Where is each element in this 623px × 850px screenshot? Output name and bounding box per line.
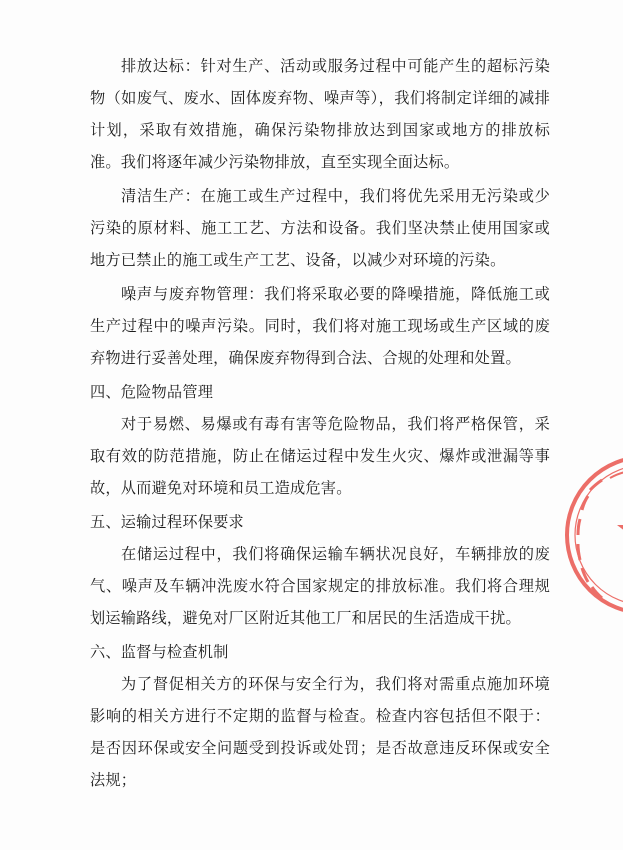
paragraph-noise-waste: 噪声与废弃物管理：我们将采取必要的降噪措施，降低施工或生产过程中的噪声污染。同时，我们将对施工现场或生产区域的废弃物进行妥善处理，确保废弃物得到合法、合规的处理和处置。 <box>90 285 550 367</box>
paragraph-supervision-inspection: 为了督促相关方的环保与安全行为，我们将对需重点施加环境影响的相关方进行不定期的监督与检查。检查内容包括但不限于：是否因环保或安全问题受到投诉或处罚；是否故意违反环保或安全法规； <box>90 675 550 789</box>
heading-supervision-inspection: 六、监督与检查机制 <box>90 643 229 661</box>
paragraph-emission-standards: 排放达标：针对生产、活动或服务过程中可能产生的超标污染物（如废气、废水、固体废弃物、噪声等），我们将制定详细的减排计划，采取有效措施，确保污染物排放达到国家或地方的排放标准。我们将逐年减少污染物排放，直至实现全面达标。 <box>90 57 550 171</box>
document-body <box>90 50 550 796</box>
red-star-seal-icon <box>560 450 623 620</box>
heading-hazardous-materials: 四、危险物品管理 <box>90 383 214 401</box>
seal-star <box>617 505 623 558</box>
paragraph-hazardous-materials: 对于易燃、易爆或有毒有害等危险物品，我们将严格保管，采取有效的防范措施，防止在储运过程中发生火灾、爆炸或泄漏等事故，从而避免对环境和员工造成危害。 <box>90 415 550 497</box>
paragraph-transport-requirements: 在储运过程中，我们将确保运输车辆状况良好，车辆排放的废气、噪声及车辆冲洗废水符合国家规定的排放标准。我们将合理规划运输路线，避免对厂区附近其他工厂和居民的生活造成干扰。 <box>90 545 550 627</box>
seal-text-strokes <box>578 472 623 598</box>
paragraph-clean-production: 清洁生产：在施工或生产过程中，我们将优先采用无污染或少污染的原材料、施工工艺、方法和设备。我们坚决禁止使用国家或地方已禁止的施工或生产工艺、设备，以减少对环境的污染。 <box>90 187 550 269</box>
heading-transport-requirements: 五、运输过程环保要求 <box>90 513 244 531</box>
